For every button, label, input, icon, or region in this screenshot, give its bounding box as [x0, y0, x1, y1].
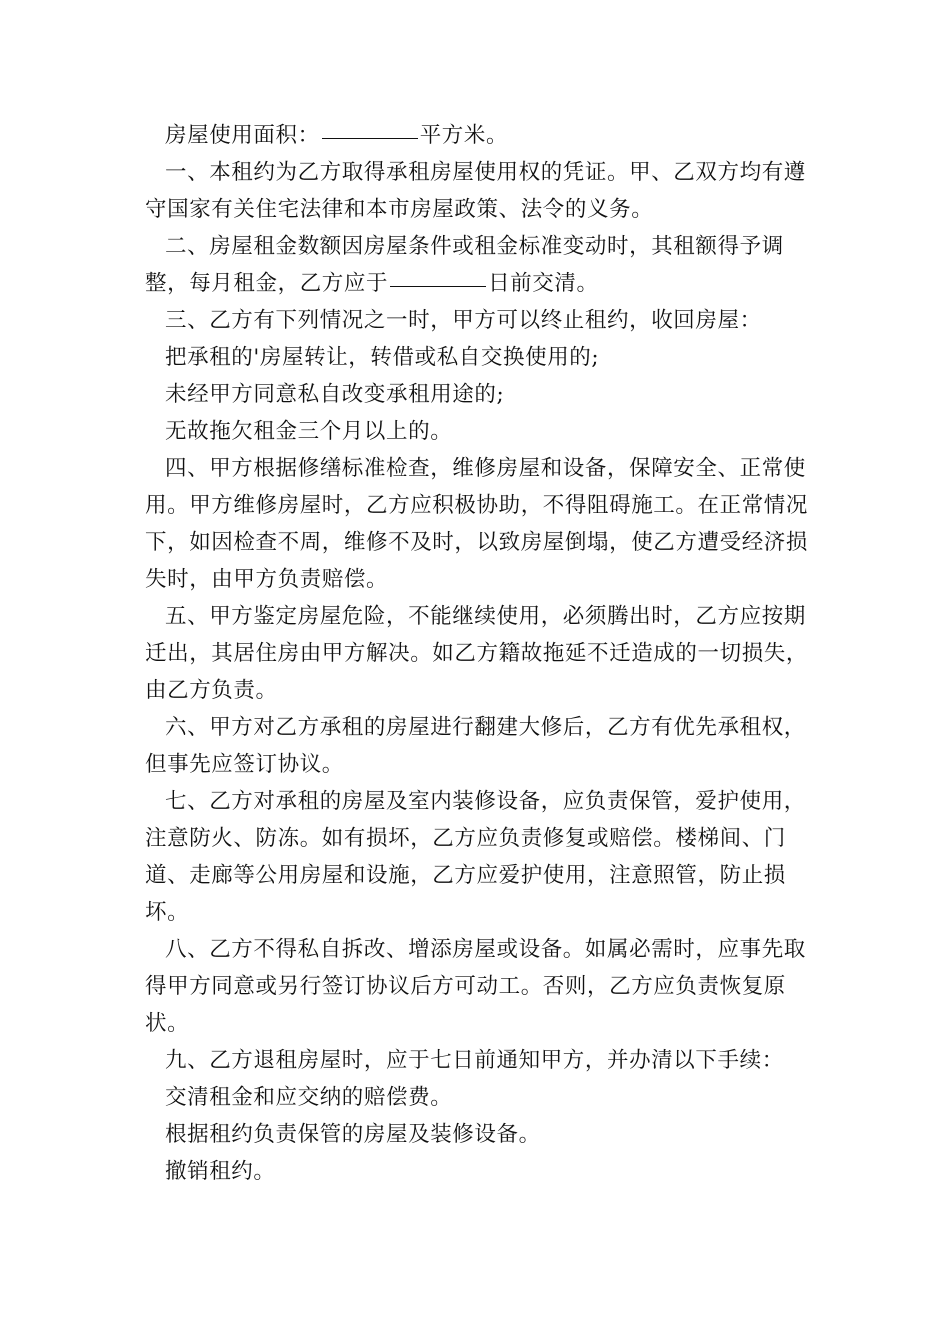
- clause-9-item: 交清租金和应交纳的赔偿费。: [165, 1085, 453, 1110]
- clause-8: 八、乙方不得私自拆改、增添房屋或设备。如属必需时，应事先取得甲方同意或另行签订协议后方可动工。否则，乙方应负责恢复原状。: [145, 937, 806, 1036]
- clause-5: 五、甲方鉴定房屋危险，不能继续使用，必须腾出时，乙方应按期迁出，其居住房由甲方解决。如乙方籍故拖延不迁造成的一切损失，由乙方负责。: [145, 604, 809, 703]
- clause-2-suffix: 日前交清。: [488, 271, 599, 296]
- area-unit: 平方米。: [419, 123, 509, 148]
- clause-2: [145, 228, 825, 302]
- clause-9-item: 根据租约负责保管的房屋及装修设备。: [165, 1122, 541, 1147]
- clause-3-item: 把承租的'房屋转让，转借或私自交换使用的;: [165, 345, 600, 370]
- area-line: [145, 117, 825, 154]
- clause-2-text: 二、房屋租金数额因房屋条件或租金标准变动时，其租额得予调整，每月租金，乙方应于: [145, 234, 784, 296]
- payment-day-blank: [390, 285, 486, 287]
- clause-3-item: 未经甲方同意私自改变承租用途的;: [165, 382, 505, 407]
- clause-3-item: 无故拖欠租金三个月以上的。: [165, 419, 453, 444]
- clause-4: 四、甲方根据修缮标准检查，维修房屋和设备，保障安全、正常使用。甲方维修房屋时，乙方应积极协助，不得阻碍施工。在正常情况下，如因检查不周，维修不及时，以致房屋倒塌，使乙方遭受经济损失时，由甲方负责赔偿。: [145, 456, 809, 592]
- contract-body: [145, 117, 825, 1190]
- area-label: 房屋使用面积：: [165, 123, 320, 148]
- clause-1: 一、本租约为乙方取得承租房屋使用权的凭证。甲、乙双方均有遵守国家有关住宅法律和本市房屋政策、法令的义务。: [145, 160, 806, 222]
- clause-9-item: 撤销租约。: [165, 1159, 276, 1184]
- clause-9: 九、乙方退租房屋时，应于七日前通知甲方，并办清以下手续：: [165, 1048, 784, 1073]
- area-blank: [322, 137, 418, 139]
- clause-3: 三、乙方有下列情况之一时，甲方可以终止租约，收回房屋：: [165, 308, 762, 333]
- clause-7: 七、乙方对承租的房屋及室内装修设备，应负责保管，爱护使用，注意防火、防冻。如有损坏，乙方应负责修复或赔偿。楼梯间、门道、走廊等公用房屋和设施，乙方应爱护使用，注意照管，防止损坏。: [145, 789, 806, 925]
- clause-6: 六、甲方对乙方承租的房屋进行翻建大修后，乙方有优先承租权，但事先应签订协议。: [145, 715, 806, 777]
